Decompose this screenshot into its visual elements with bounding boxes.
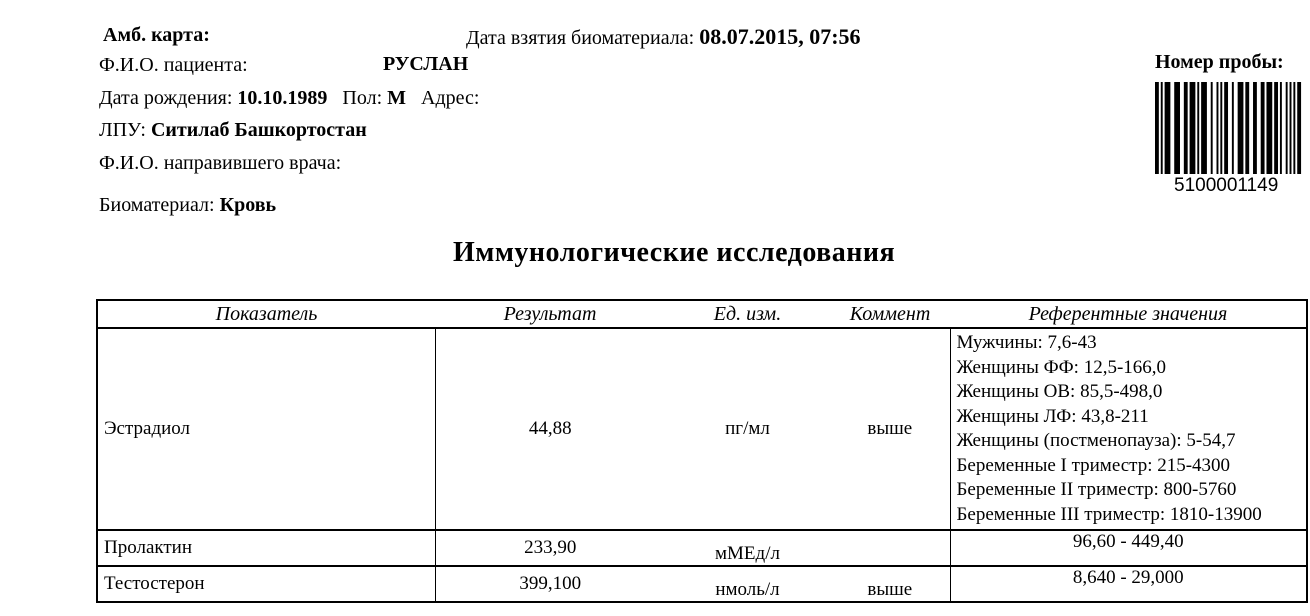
barcode-bar: [1220, 82, 1222, 174]
barcode-bar: [1245, 82, 1249, 174]
row-comment: выше: [830, 566, 950, 602]
header-reference: Референтные значения: [950, 300, 1307, 328]
sample-date-value: 08.07.2015, 07:56: [699, 24, 861, 49]
sample-number: 5100001149: [1174, 175, 1279, 196]
reference-line: Женщины (постменопауза): 5-54,7: [956, 430, 1236, 451]
barcode-bar: [1201, 82, 1207, 174]
row-name: Пролактин: [97, 530, 435, 566]
barcode-bar: [1274, 82, 1278, 174]
barcode-bar: [1293, 82, 1295, 174]
biomaterial: [99, 194, 276, 217]
barcode-bar: [1155, 82, 1159, 174]
reference-line: Беременные III триместр: 1810-13900: [956, 503, 1262, 525]
header-indicator: Показатель: [97, 300, 435, 328]
results-table: [96, 299, 1308, 603]
barcode-bar: [1174, 82, 1180, 174]
barcode-bar: [1286, 82, 1288, 174]
patient-label: Ф.И.О. пациента:: [99, 54, 248, 76]
barcode-bar: [1266, 82, 1272, 174]
row-unit: мМЕд/л: [665, 530, 830, 566]
barcode-bar: [1190, 82, 1196, 174]
barcode-bar: [1238, 82, 1244, 174]
patient-value: РУСЛАН: [383, 53, 469, 75]
header-unit: Ед. изм.: [665, 300, 830, 328]
header-result: Результат: [435, 300, 665, 328]
reference-line: Женщины ЛФ: 43,8-211: [956, 405, 1149, 427]
reference-line: Беременные II триместр: 800-5760: [956, 479, 1237, 500]
page-title: Иммунологические исследования: [453, 237, 896, 268]
barcode-bar: [1211, 82, 1213, 174]
barcode-bar: [1280, 82, 1282, 174]
row-comment: [830, 530, 950, 566]
barcode-bar: [1224, 82, 1228, 174]
barcode-bar: [1165, 82, 1171, 174]
table-header-row: [97, 300, 1307, 328]
barcode-bar: [1232, 82, 1234, 174]
birth-sex-address: [99, 87, 479, 110]
reference-line: Мужчины: 7,6-43: [956, 332, 1097, 353]
address-label: Адрес:: [421, 87, 480, 109]
sex-value: М: [387, 87, 407, 109]
barcode-bar: [1290, 82, 1292, 174]
row-result: 44,88: [528, 418, 572, 439]
barcode-bar: [1253, 82, 1257, 174]
birth-label: Дата рождения:: [99, 87, 233, 109]
row-name: Тестостерон: [97, 566, 435, 602]
row-unit: нмоль/л: [665, 566, 830, 602]
barcode-bar: [1184, 82, 1188, 174]
row-result: 399,100: [435, 566, 665, 602]
sex-label: Пол:: [342, 87, 383, 109]
barcode-image: [1155, 82, 1303, 174]
table-row: [97, 328, 1307, 530]
barcode-bar: [1217, 82, 1219, 174]
lpu-label: ЛПУ:: [99, 119, 146, 141]
row-reference: 96,60 - 449,40: [950, 530, 1307, 566]
row-unit: пг/мл: [725, 418, 770, 439]
table-row: [97, 566, 1307, 602]
row-reference: [950, 328, 1307, 530]
doctor-label: Ф.И.О. направившего врача:: [99, 152, 342, 174]
biomaterial-label: Биоматериал:: [99, 194, 215, 216]
lpu: [99, 119, 367, 142]
row-name: Эстрадиол: [97, 328, 435, 530]
biomaterial-value: Кровь: [219, 194, 277, 216]
sample-number-label: Номер пробы:: [1155, 51, 1284, 73]
reference-line: Женщины ФФ: 12,5-166,0: [956, 356, 1167, 378]
row-result: 233,90: [435, 530, 665, 566]
barcode-bar: [1261, 82, 1265, 174]
reference-line: Женщины ОВ: 85,5-498,0: [956, 381, 1163, 402]
card-label: Амб. карта:: [103, 24, 210, 46]
barcode-bar: [1297, 82, 1301, 174]
barcode-bar: [1197, 82, 1199, 174]
birth-value: 10.10.1989: [237, 87, 328, 109]
sample-date: [466, 24, 861, 50]
header-comment: Коммент: [830, 300, 950, 328]
reference-line: Беременные I триместр: 215-4300: [956, 454, 1231, 476]
row-comment: выше: [867, 418, 913, 439]
barcode-bar: [1161, 82, 1163, 174]
row-reference: 8,640 - 29,000: [950, 566, 1307, 602]
table-row: [97, 530, 1307, 566]
sample-date-label: Дата взятия биоматериала:: [466, 27, 695, 49]
lpu-value: Ситилаб Башкортостан: [150, 119, 367, 141]
